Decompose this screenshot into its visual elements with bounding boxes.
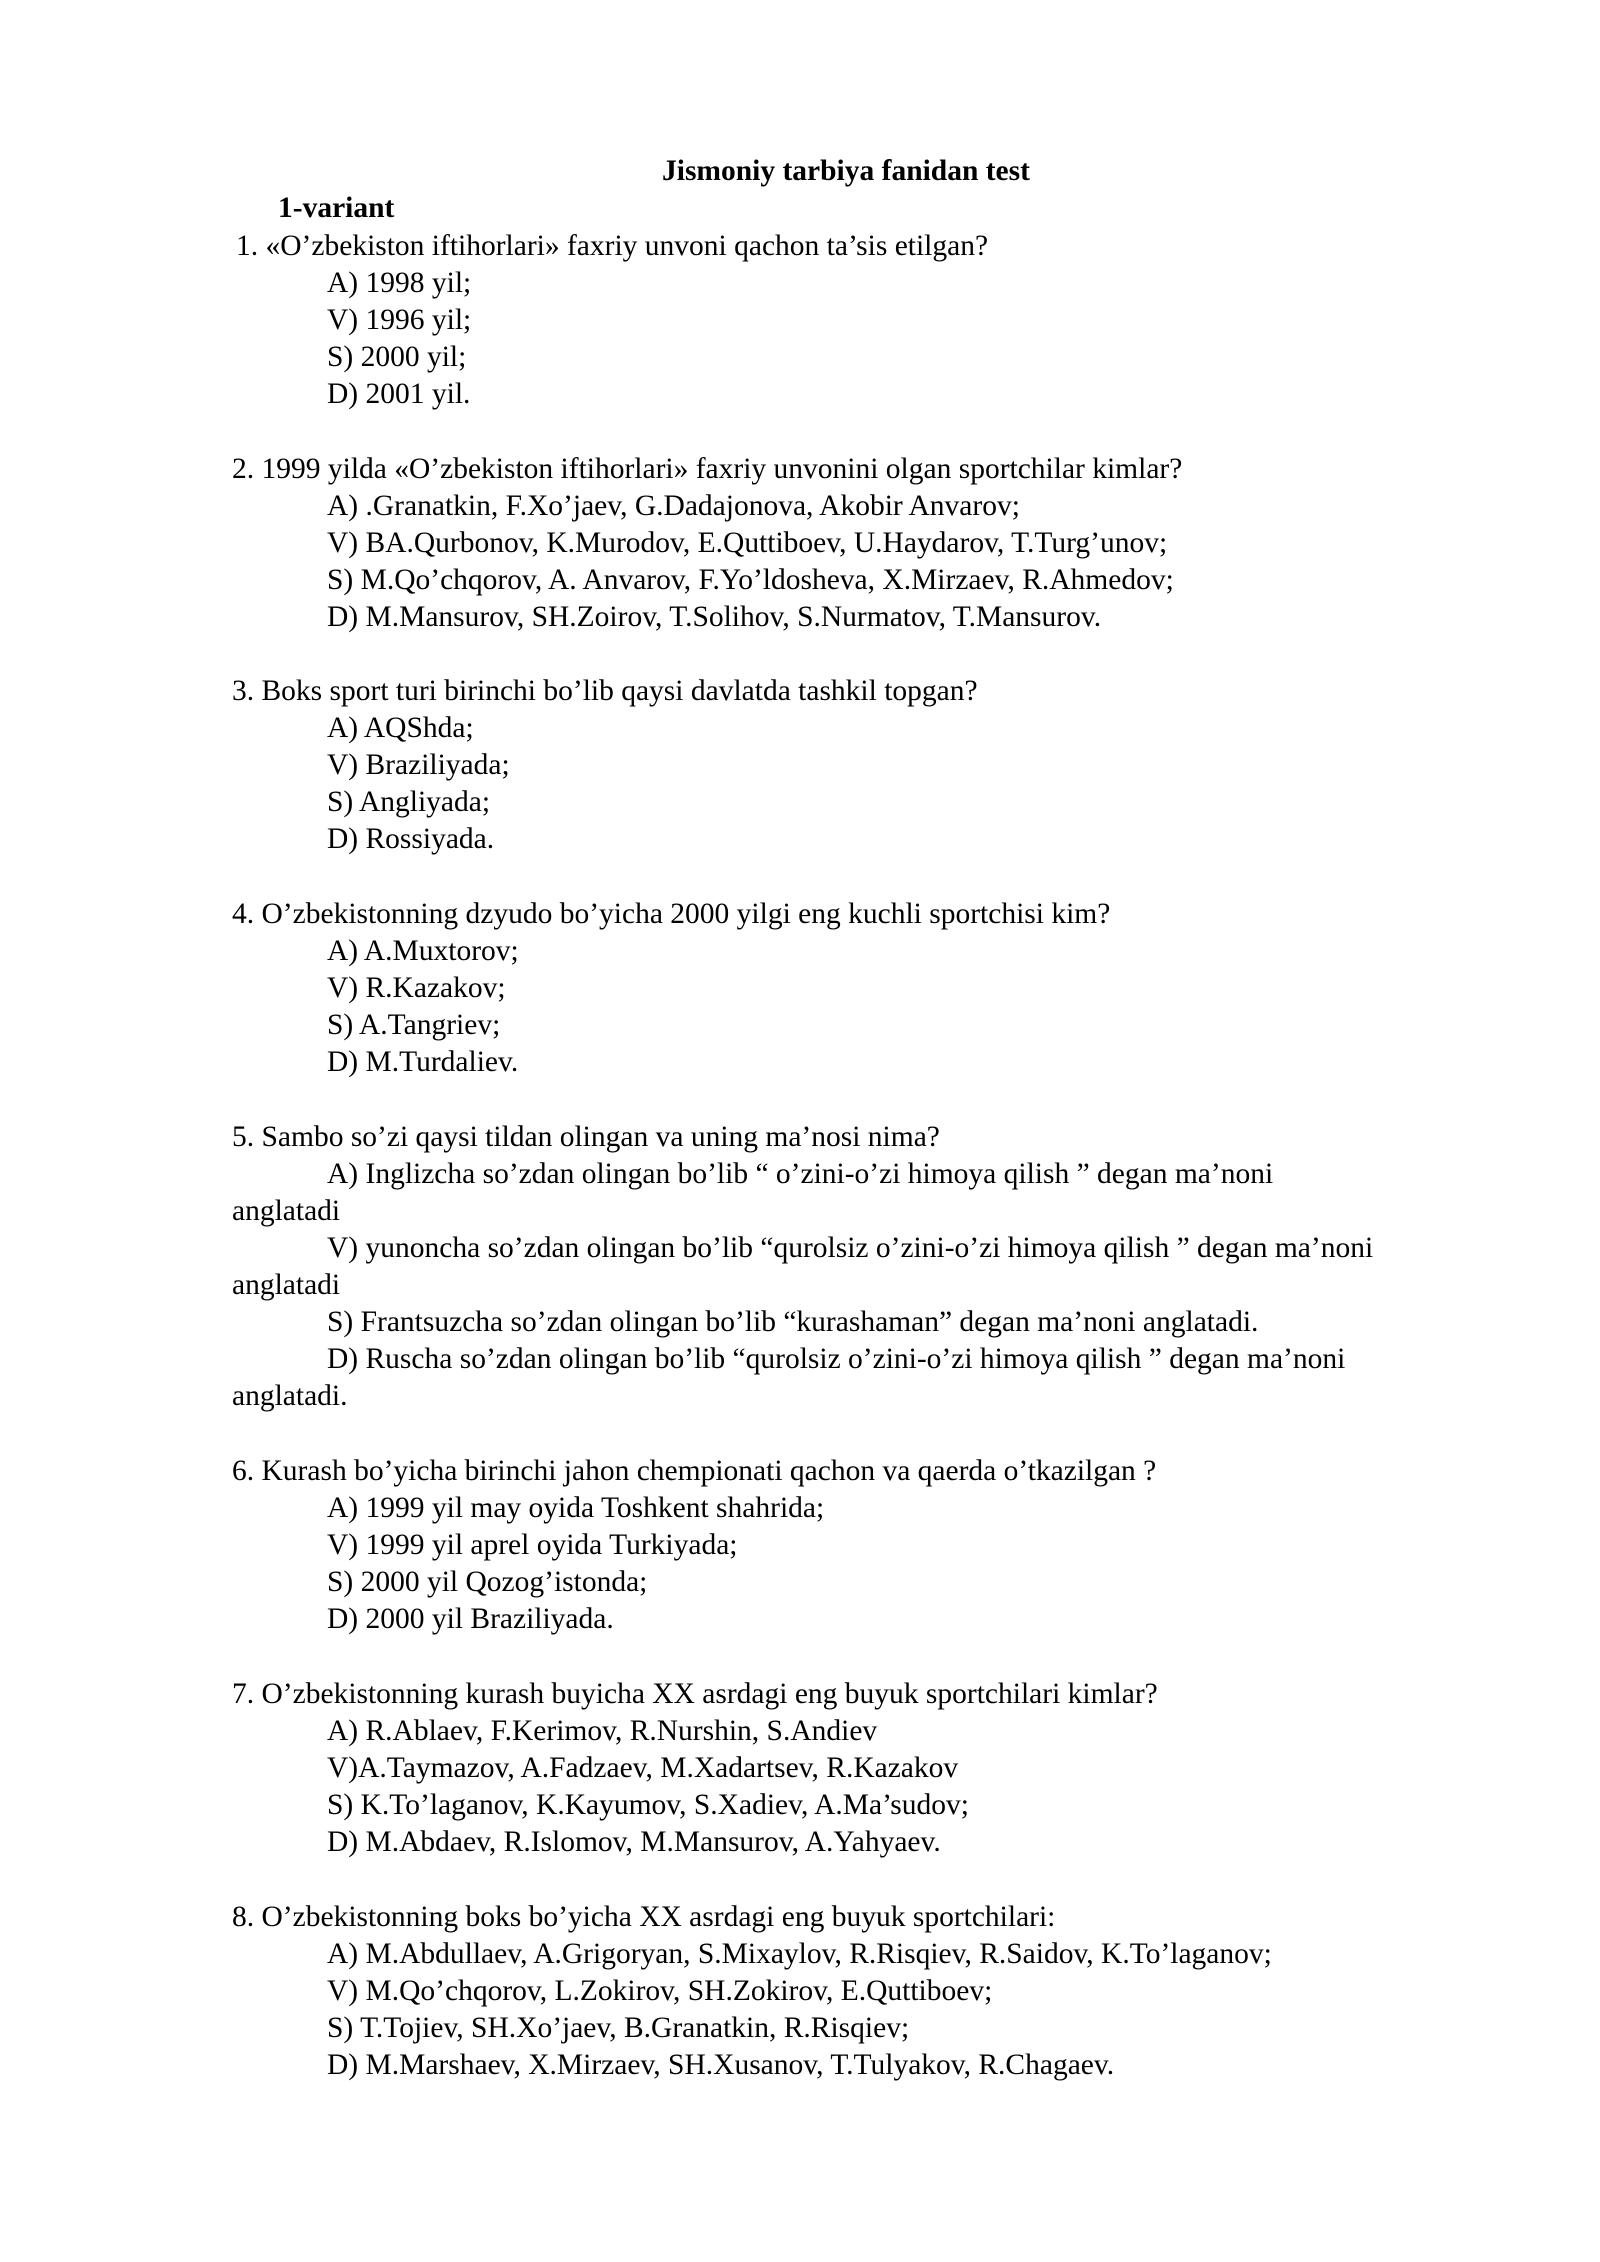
q8-option-v: V) M.Qo’chqorov, L.Zokirov, SH.Zokirov, E.Quttiboev; bbox=[327, 1975, 993, 2007]
question-6: 6. Kurash bo’yicha birinchi jahon chempionati qachon va qaerda o’tkazilgan ? bbox=[232, 1455, 1157, 1487]
q3-option-s: S) Angliyada; bbox=[327, 786, 491, 818]
q3-option-d: D) Rossiyada. bbox=[327, 823, 495, 855]
q2-option-a: A) .Granatkin, F.Xo’jaev, G.Dadajonova, Akobir Anvarov; bbox=[327, 490, 1020, 522]
q3-option-v: V) Braziliyada; bbox=[327, 749, 510, 781]
q1-option-v: V) 1996 yil; bbox=[327, 304, 472, 336]
q6-option-s: S) 2000 yil Qozog’istonda; bbox=[327, 1566, 648, 1598]
q4-option-s: S) A.Tangriev; bbox=[327, 1009, 501, 1041]
q4-option-v: V) R.Kazakov; bbox=[327, 972, 506, 1004]
q1-option-d: D) 2001 yil. bbox=[327, 378, 471, 410]
question-8: 8. O’zbekistonning boks bo’yicha XX asrdagi eng buyuk sportchilari: bbox=[232, 1901, 1056, 1933]
question-2: 2. 1999 yilda «O’zbekiston iftihorlari» faxriy unvonini olgan sportchilar kimlar? bbox=[232, 453, 1183, 485]
q2-option-v: V) BA.Qurbonov, K.Murodov, E.Quttiboev, U.Haydarov, T.Turg’unov; bbox=[327, 527, 1168, 559]
question-4: 4. O’zbekistonning dzyudo bo’yicha 2000 yilgi eng kuchli sportchisi kim? bbox=[232, 898, 1111, 930]
q8-option-a: A) M.Abdullaev, A.Grigoryan, S.Mixaylov, R.Risqiev, R.Saidov, K.To’laganov; bbox=[327, 1938, 1272, 1970]
q5-option-s: S) Frantsuzcha so’zdan olingan bo’lib “kurashaman” degan ma’noni anglatadi. bbox=[327, 1306, 1259, 1338]
question-3: 3. Boks sport turi birinchi bo’lib qaysi davlatda tashkil topgan? bbox=[232, 675, 978, 707]
q4-option-a: A) A.Muxtorov; bbox=[327, 935, 519, 967]
q2-option-d: D) M.Mansurov, SH.Zoirov, T.Solihov, S.Nurmatov, T.Mansurov. bbox=[327, 601, 1102, 633]
q6-option-a: A) 1999 yil may oyida Toshkent shahrida; bbox=[327, 1492, 825, 1524]
q5-option-d: D) Ruscha so’zdan olingan bo’lib “qurolsiz o’zini-o’zi himoya qilish ” degan ma’noni bbox=[327, 1343, 1346, 1375]
q5-option-a: A) Inglizcha so’zdan olingan bo’lib “ o’zini-o’zi himoya qilish ” degan ma’noni bbox=[327, 1158, 1274, 1190]
page-title: Jismoniy tarbiya fanidan test bbox=[662, 155, 1030, 187]
q5-option-a-continuation: anglatadi bbox=[232, 1195, 341, 1227]
q4-option-d: D) M.Turdaliev. bbox=[327, 1046, 519, 1078]
q7-option-a: A) R.Ablaev, F.Kerimov, R.Nurshin, S.Andiev bbox=[327, 1715, 878, 1747]
variant-label: 1-variant bbox=[278, 192, 395, 224]
q7-option-v: V)A.Taymazov, A.Fadzaev, M.Xadartsev, R.Kazakov bbox=[327, 1752, 959, 1784]
q3-option-a: A) AQShda; bbox=[327, 712, 474, 744]
q5-option-v-continuation: anglatadi bbox=[232, 1269, 341, 1301]
q7-option-d: D) M.Abdaev, R.Islomov, M.Mansurov, A.Yahyaev. bbox=[327, 1826, 941, 1858]
q6-option-v: V) 1999 yil aprel oyida Turkiyada; bbox=[327, 1529, 738, 1561]
q5-option-v: V) yunoncha so’zdan olingan bo’lib “qurolsiz o’zini-o’zi himoya qilish ” degan ma’noni bbox=[327, 1232, 1374, 1264]
q2-option-s: S) M.Qo’chqorov, A. Anvarov, F.Yo’ldosheva, X.Mirzaev, R.Ahmedov; bbox=[327, 564, 1174, 596]
q1-option-s: S) 2000 yil; bbox=[327, 341, 467, 373]
q8-option-s: S) T.Tojiev, SH.Xo’jaev, B.Granatkin, R.Risqiev; bbox=[327, 2012, 910, 2044]
q7-option-s: S) K.To’laganov, K.Kayumov, S.Xadiev, A.Ma’sudov; bbox=[327, 1789, 969, 1821]
question-5: 5. Sambo so’zi qaysi tildan olingan va uning ma’nosi nima? bbox=[232, 1121, 940, 1153]
q6-option-d: D) 2000 yil Braziliyada. bbox=[327, 1603, 614, 1635]
q5-option-d-continuation: anglatadi. bbox=[232, 1380, 348, 1412]
q1-option-a: A) 1998 yil; bbox=[327, 267, 472, 299]
q8-option-d: D) M.Marshaev, X.Mirzaev, SH.Xusanov, T.Tulyakov, R.Chagaev. bbox=[327, 2049, 1115, 2081]
question-1: 1. «O’zbekiston iftihorlari» faxriy unvoni qachon ta’sis etilgan? bbox=[236, 230, 989, 262]
question-7: 7. O’zbekistonning kurash buyicha XX asrdagi eng buyuk sportchilari kimlar? bbox=[232, 1678, 1158, 1710]
